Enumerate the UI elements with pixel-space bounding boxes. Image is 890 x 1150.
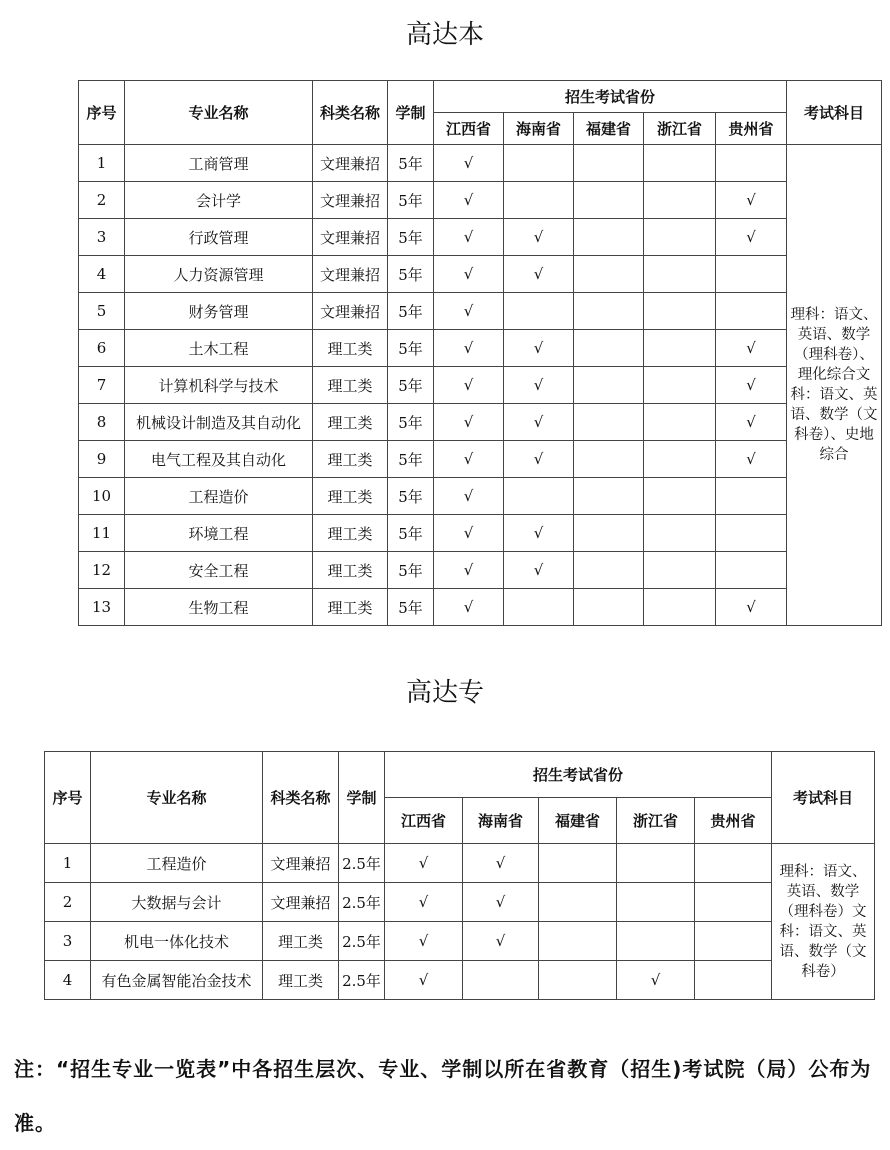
row-seq: 4 bbox=[45, 961, 91, 1000]
college-table bbox=[44, 751, 875, 1000]
row-major: 财务管理 bbox=[125, 293, 313, 330]
province-check-mark: √ bbox=[385, 922, 463, 961]
table-row bbox=[45, 883, 875, 922]
province-check-mark: √ bbox=[716, 441, 787, 478]
header-province: 海南省 bbox=[463, 798, 539, 844]
province-check-mark bbox=[504, 145, 574, 182]
province-check-mark bbox=[695, 883, 772, 922]
row-seq: 1 bbox=[45, 844, 91, 883]
table-row bbox=[79, 330, 882, 367]
province-check-mark: √ bbox=[463, 922, 539, 961]
row-major: 安全工程 bbox=[125, 552, 313, 589]
province-check-mark bbox=[574, 145, 644, 182]
row-duration: 5年 bbox=[388, 441, 434, 478]
province-check-mark: √ bbox=[385, 961, 463, 1000]
province-check-mark: √ bbox=[434, 330, 504, 367]
row-category: 理工类 bbox=[313, 404, 388, 441]
table-row bbox=[79, 552, 882, 589]
header-category: 科类名称 bbox=[313, 81, 388, 145]
header-duration: 学制 bbox=[339, 752, 385, 844]
province-check-mark bbox=[716, 145, 787, 182]
province-check-mark: √ bbox=[434, 367, 504, 404]
row-category: 理工类 bbox=[263, 922, 339, 961]
table-row bbox=[79, 589, 882, 626]
table-row bbox=[45, 844, 875, 883]
exam-subjects: 理科：语文、英语、数学（理科卷）文科：语文、英语、数学（文科卷） bbox=[772, 844, 875, 1000]
college-title: 高达专 bbox=[405, 678, 484, 708]
table-row bbox=[79, 219, 882, 256]
province-check-mark bbox=[644, 404, 716, 441]
row-seq: 11 bbox=[79, 515, 125, 552]
row-duration: 2.5年 bbox=[339, 883, 385, 922]
row-category: 文理兼招 bbox=[313, 219, 388, 256]
province-check-mark: √ bbox=[434, 552, 504, 589]
province-check-mark bbox=[644, 367, 716, 404]
province-check-mark: √ bbox=[434, 515, 504, 552]
table-row bbox=[45, 922, 875, 961]
undergrad-table bbox=[78, 80, 882, 626]
province-check-mark bbox=[644, 478, 716, 515]
province-check-mark bbox=[574, 404, 644, 441]
header-duration: 学制 bbox=[388, 81, 434, 145]
province-check-mark: √ bbox=[504, 515, 574, 552]
province-check-mark bbox=[695, 922, 772, 961]
province-check-mark bbox=[574, 552, 644, 589]
province-check-mark bbox=[716, 256, 787, 293]
row-duration: 5年 bbox=[388, 515, 434, 552]
province-check-mark: √ bbox=[434, 145, 504, 182]
province-check-mark bbox=[644, 515, 716, 552]
province-check-mark bbox=[504, 478, 574, 515]
row-major: 会计学 bbox=[125, 182, 313, 219]
province-check-mark: √ bbox=[434, 182, 504, 219]
header-province: 贵州省 bbox=[695, 798, 772, 844]
province-check-mark bbox=[695, 961, 772, 1000]
row-major: 工程造价 bbox=[91, 844, 263, 883]
province-check-mark bbox=[574, 589, 644, 626]
province-check-mark: √ bbox=[716, 330, 787, 367]
row-seq: 5 bbox=[79, 293, 125, 330]
table-row bbox=[79, 367, 882, 404]
table-row bbox=[79, 256, 882, 293]
province-check-mark bbox=[539, 844, 617, 883]
header-exam: 考试科目 bbox=[772, 752, 875, 844]
province-check-mark bbox=[574, 256, 644, 293]
row-duration: 5年 bbox=[388, 367, 434, 404]
province-check-mark: √ bbox=[617, 961, 695, 1000]
row-duration: 5年 bbox=[388, 552, 434, 589]
province-check-mark: √ bbox=[434, 256, 504, 293]
province-check-mark: √ bbox=[385, 844, 463, 883]
province-check-mark: √ bbox=[463, 844, 539, 883]
row-major: 电气工程及其自动化 bbox=[125, 441, 313, 478]
row-duration: 5年 bbox=[388, 404, 434, 441]
province-check-mark bbox=[644, 293, 716, 330]
row-major: 人力资源管理 bbox=[125, 256, 313, 293]
header-province: 浙江省 bbox=[617, 798, 695, 844]
province-check-mark bbox=[504, 182, 574, 219]
row-duration: 5年 bbox=[388, 182, 434, 219]
province-check-mark: √ bbox=[504, 330, 574, 367]
header-provinces-group: 招生考试省份 bbox=[434, 81, 787, 113]
table-row bbox=[79, 145, 882, 182]
row-duration: 5年 bbox=[388, 330, 434, 367]
province-check-mark bbox=[644, 182, 716, 219]
row-category: 理工类 bbox=[313, 478, 388, 515]
row-duration: 5年 bbox=[388, 219, 434, 256]
row-seq: 4 bbox=[79, 256, 125, 293]
row-category: 文理兼招 bbox=[263, 883, 339, 922]
row-category: 理工类 bbox=[263, 961, 339, 1000]
row-major: 机电一体化技术 bbox=[91, 922, 263, 961]
province-check-mark bbox=[644, 441, 716, 478]
province-check-mark: √ bbox=[434, 441, 504, 478]
province-check-mark bbox=[574, 293, 644, 330]
province-check-mark: √ bbox=[385, 883, 463, 922]
row-major: 计算机科学与技术 bbox=[125, 367, 313, 404]
province-check-mark bbox=[504, 589, 574, 626]
province-check-mark: √ bbox=[504, 256, 574, 293]
province-check-mark bbox=[644, 145, 716, 182]
row-category: 文理兼招 bbox=[313, 293, 388, 330]
province-check-mark: √ bbox=[504, 367, 574, 404]
row-duration: 5年 bbox=[388, 145, 434, 182]
province-check-mark bbox=[574, 441, 644, 478]
row-major: 生物工程 bbox=[125, 589, 313, 626]
row-duration: 5年 bbox=[388, 589, 434, 626]
header-provinces-group: 招生考试省份 bbox=[385, 752, 772, 798]
province-check-mark: √ bbox=[716, 182, 787, 219]
table-row bbox=[79, 478, 882, 515]
row-major: 环境工程 bbox=[125, 515, 313, 552]
row-seq: 1 bbox=[79, 145, 125, 182]
row-seq: 7 bbox=[79, 367, 125, 404]
province-check-mark: √ bbox=[504, 441, 574, 478]
province-check-mark: √ bbox=[463, 883, 539, 922]
row-seq: 13 bbox=[79, 589, 125, 626]
table-row bbox=[79, 441, 882, 478]
province-check-mark bbox=[574, 330, 644, 367]
header-province: 福建省 bbox=[539, 798, 617, 844]
province-check-mark bbox=[504, 293, 574, 330]
row-seq: 8 bbox=[79, 404, 125, 441]
header-exam: 考试科目 bbox=[787, 81, 882, 145]
province-check-mark bbox=[539, 883, 617, 922]
province-check-mark: √ bbox=[716, 367, 787, 404]
province-check-mark: √ bbox=[504, 552, 574, 589]
province-check-mark: √ bbox=[504, 219, 574, 256]
row-category: 文理兼招 bbox=[313, 256, 388, 293]
province-check-mark bbox=[617, 883, 695, 922]
header-province: 浙江省 bbox=[644, 113, 716, 145]
table-row bbox=[79, 293, 882, 330]
row-seq: 9 bbox=[79, 441, 125, 478]
row-duration: 5年 bbox=[388, 256, 434, 293]
province-check-mark bbox=[695, 844, 772, 883]
row-major: 机械设计制造及其自动化 bbox=[125, 404, 313, 441]
row-seq: 2 bbox=[79, 182, 125, 219]
row-category: 理工类 bbox=[313, 515, 388, 552]
row-major: 工程造价 bbox=[125, 478, 313, 515]
province-check-mark: √ bbox=[716, 589, 787, 626]
province-check-mark bbox=[644, 219, 716, 256]
header-major: 专业名称 bbox=[125, 81, 313, 145]
province-check-mark bbox=[644, 256, 716, 293]
table-row bbox=[45, 961, 875, 1000]
row-category: 文理兼招 bbox=[313, 182, 388, 219]
row-major: 行政管理 bbox=[125, 219, 313, 256]
header-seq: 序号 bbox=[79, 81, 125, 145]
row-seq: 10 bbox=[79, 478, 125, 515]
header-province: 江西省 bbox=[385, 798, 463, 844]
province-check-mark bbox=[574, 182, 644, 219]
row-category: 理工类 bbox=[313, 367, 388, 404]
province-check-mark bbox=[574, 219, 644, 256]
row-seq: 6 bbox=[79, 330, 125, 367]
province-check-mark: √ bbox=[434, 293, 504, 330]
row-category: 文理兼招 bbox=[313, 145, 388, 182]
province-check-mark bbox=[463, 961, 539, 1000]
row-duration: 5年 bbox=[388, 478, 434, 515]
row-category: 理工类 bbox=[313, 330, 388, 367]
row-category: 文理兼招 bbox=[263, 844, 339, 883]
row-duration: 2.5年 bbox=[339, 844, 385, 883]
province-check-mark: √ bbox=[434, 219, 504, 256]
row-seq: 3 bbox=[79, 219, 125, 256]
province-check-mark: √ bbox=[504, 404, 574, 441]
table-row bbox=[79, 182, 882, 219]
row-major: 大数据与会计 bbox=[91, 883, 263, 922]
row-seq: 12 bbox=[79, 552, 125, 589]
row-category: 理工类 bbox=[313, 552, 388, 589]
table-row bbox=[79, 515, 882, 552]
row-duration: 2.5年 bbox=[339, 961, 385, 1000]
province-check-mark: √ bbox=[716, 404, 787, 441]
footnote: 注：“招生专业一览表”中各招生层次、专业、学制以所在省教育（招生)考试院（局）公布为准。 bbox=[14, 1057, 872, 1135]
province-check-mark: √ bbox=[434, 404, 504, 441]
province-check-mark bbox=[574, 515, 644, 552]
row-major: 工商管理 bbox=[125, 145, 313, 182]
province-check-mark: √ bbox=[434, 589, 504, 626]
province-check-mark: √ bbox=[716, 219, 787, 256]
province-check-mark bbox=[644, 330, 716, 367]
header-province: 江西省 bbox=[434, 113, 504, 145]
row-duration: 5年 bbox=[388, 293, 434, 330]
row-seq: 3 bbox=[45, 922, 91, 961]
province-check-mark: √ bbox=[434, 478, 504, 515]
province-check-mark bbox=[644, 552, 716, 589]
row-category: 理工类 bbox=[313, 589, 388, 626]
row-duration: 2.5年 bbox=[339, 922, 385, 961]
province-check-mark bbox=[539, 961, 617, 1000]
header-province: 福建省 bbox=[574, 113, 644, 145]
undergrad-title: 高达本 bbox=[405, 20, 484, 50]
province-check-mark bbox=[539, 922, 617, 961]
row-category: 理工类 bbox=[313, 441, 388, 478]
province-check-mark bbox=[617, 922, 695, 961]
province-check-mark bbox=[716, 293, 787, 330]
province-check-mark bbox=[716, 478, 787, 515]
province-check-mark bbox=[574, 478, 644, 515]
header-major: 专业名称 bbox=[91, 752, 263, 844]
row-major: 有色金属智能冶金技术 bbox=[91, 961, 263, 1000]
province-check-mark bbox=[644, 589, 716, 626]
header-category: 科类名称 bbox=[263, 752, 339, 844]
province-check-mark bbox=[617, 844, 695, 883]
province-check-mark bbox=[574, 367, 644, 404]
row-seq: 2 bbox=[45, 883, 91, 922]
header-province: 海南省 bbox=[504, 113, 574, 145]
header-province: 贵州省 bbox=[716, 113, 787, 145]
province-check-mark bbox=[716, 515, 787, 552]
row-major: 土木工程 bbox=[125, 330, 313, 367]
header-seq: 序号 bbox=[45, 752, 91, 844]
province-check-mark bbox=[716, 552, 787, 589]
exam-subjects: 理科：语文、英语、数学（理科卷）、理化综合文科：语文、英语、数学（文科卷）、史地综合 bbox=[787, 145, 882, 626]
table-row bbox=[79, 404, 882, 441]
